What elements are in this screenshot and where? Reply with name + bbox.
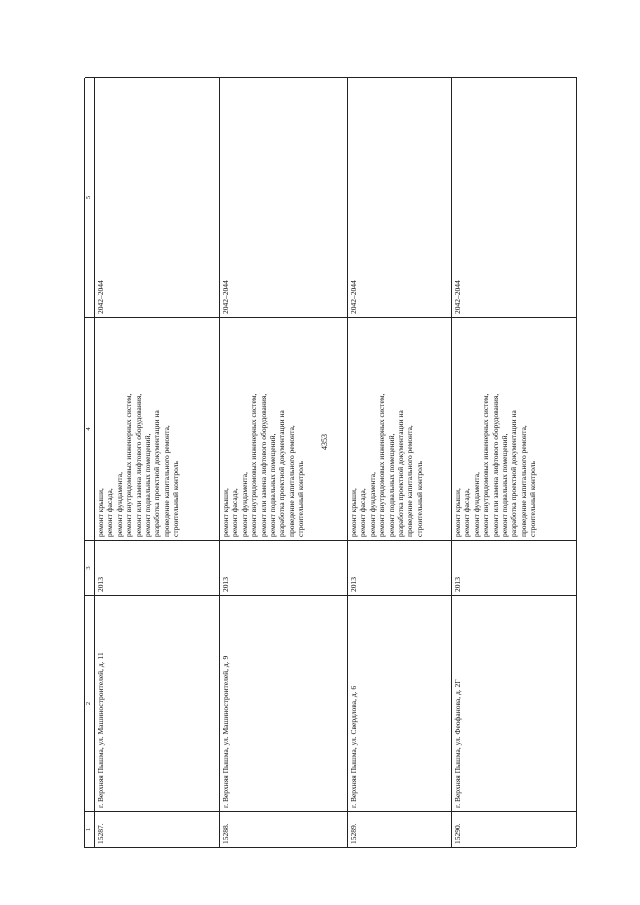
work-item: проведение капитального ремонта, [161, 425, 171, 537]
work-item: ремонт подвальных помещений, [142, 433, 152, 537]
works-cell [220, 317, 348, 540]
work-item: ремонт фундамента, [114, 472, 124, 537]
page-number: 4353 [320, 434, 329, 450]
row-number-cell: 15289. [348, 811, 452, 847]
year-cell: 2013 [348, 540, 452, 595]
work-item: ремонт фасада, [358, 488, 368, 537]
work-item: ремонт или замена лифтового оборудования, [258, 393, 268, 537]
work-item: проведение капитального ремонта, [286, 425, 296, 537]
work-item: ремонт внутридомовых инженерных систем, [124, 393, 134, 537]
year-cell: 2013 [220, 540, 348, 595]
work-item: проведение капитального ремонта, [518, 425, 528, 537]
period-cell: 2042–2044 [452, 77, 577, 317]
work-item: ремонт фундамента, [367, 472, 377, 537]
address-cell: г. Верхняя Пышма, ул. Свердлова, д. 6 [348, 595, 452, 811]
work-item: ремонт крыши, [221, 488, 230, 537]
work-item: разработка проектной документации на [395, 410, 405, 537]
address-cell: г. Верхняя Пышма, ул. Машиностроителей, д. 9 [220, 595, 348, 811]
work-item: ремонт фасада, [462, 488, 472, 537]
work-item: ремонт внутридомовых инженерных систем, [377, 393, 387, 537]
period-cell: 2042–2044 [220, 77, 348, 317]
work-item: ремонт крыши, [349, 488, 358, 537]
address-cell: г. Верхняя Пышма, ул. Феофанова, д. 2Г [452, 595, 577, 811]
work-item: ремонт крыши, [453, 488, 462, 537]
works-list [221, 321, 305, 537]
works-list [349, 321, 424, 537]
column-header-2: 2 [85, 595, 95, 811]
work-item: ремонт фасада, [230, 488, 240, 537]
work-item: ремонт или замена лифтового оборудования, [490, 393, 500, 537]
period-cell: 2042–2044 [95, 77, 220, 317]
work-item: ремонт фундамента, [239, 472, 249, 537]
work-item: ремонт внутридомовых инженерных систем, [249, 393, 259, 537]
work-item: ремонт подвальных помещений, [267, 433, 277, 537]
period-cell: 2042–2044 [348, 77, 452, 317]
work-item: ремонт крыши, [96, 488, 105, 537]
repair-schedule-table [84, 78, 576, 848]
works-list [96, 321, 180, 537]
address-cell: г. Верхняя Пышма, ул. Машиностроителей, д. 11 [95, 595, 220, 811]
work-item: строительный контроль [414, 461, 424, 537]
works-cell [95, 317, 220, 540]
work-item: ремонт фундамента, [471, 472, 481, 537]
work-item: ремонт внутридомовых инженерных систем, [481, 393, 491, 537]
year-cell: 2013 [95, 540, 220, 595]
work-item: разработка проектной документации на [277, 410, 287, 537]
work-item: строительный контроль [171, 461, 180, 537]
row-number-cell: 15287. [95, 811, 220, 847]
work-item: строительный контроль [296, 461, 305, 537]
column-header-4: 4 [85, 317, 95, 540]
row-number-cell: 15290. [452, 811, 577, 847]
column-header-5: 5 [85, 77, 95, 317]
work-item: разработка проектной документации на [509, 410, 519, 537]
work-item: разработка проектной документации на [152, 410, 162, 537]
work-item: ремонт фасада, [105, 488, 115, 537]
works-list [453, 321, 537, 537]
work-item: ремонт подвальных помещений, [499, 433, 509, 537]
column-header-3: 3 [85, 540, 95, 595]
works-cell [452, 317, 577, 540]
work-item: ремонт или замена лифтового оборудования, [133, 393, 143, 537]
work-item: ремонт подвальных помещений, [386, 433, 396, 537]
table-wrapper [84, 78, 576, 848]
work-item: строительный контроль [528, 461, 537, 537]
column-header-1: 1 [85, 811, 95, 847]
works-cell [348, 317, 452, 540]
work-item: проведение капитального ремонта, [405, 425, 415, 537]
row-number-cell: 15288. [220, 811, 348, 847]
year-cell: 2013 [452, 540, 577, 595]
